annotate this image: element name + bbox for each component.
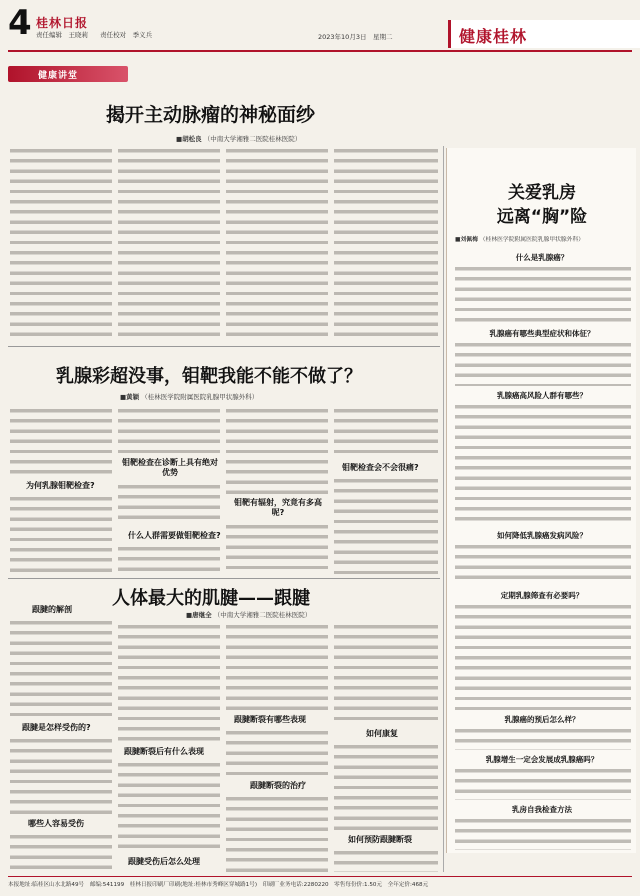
sidebar-question-3: 乳腺癌高风险人群有哪些？ (497, 391, 587, 400)
article2-column-4a (334, 406, 438, 458)
article1-title: 揭开主动脉瘤的神秘面纱 (106, 104, 316, 126)
article3-subhead-4: 跟腱断裂有哪些表现 (234, 715, 306, 724)
sidebar-article (446, 148, 636, 853)
sidebar-question-7: 乳腺增生一定会发展成乳腺癌吗？ (485, 755, 599, 764)
sidebar-org: （桂林医学院附属医院乳腺甲状腺外科） (479, 237, 585, 243)
sidebar-author: ■刘佩梅 (455, 237, 478, 243)
article3-subhead-3: 哪些人容易受伤 (28, 819, 84, 828)
column-banner (8, 66, 128, 82)
article3-column-2b (118, 760, 220, 852)
sidebar-title-line2: 远离“胸”险 (496, 207, 588, 227)
article1-column-4 (334, 146, 438, 341)
article2-subhead-2: 什么人群需要做钼靶检查? (128, 531, 221, 540)
article3-column-4b (334, 742, 438, 830)
article3-title: 人体最大的肌腱——跟腱 (112, 588, 310, 609)
article1-column-3 (226, 146, 328, 341)
article3-column-1a (10, 618, 112, 718)
column-divider (443, 146, 444, 872)
article2-org: （桂林医学院附属医院乳腺甲状腺外科） (141, 393, 259, 401)
article3-column-2a (118, 622, 220, 742)
article3-column-1b (10, 736, 112, 814)
masthead (0, 0, 640, 58)
article3-subhead-9: 如何预防跟腱断裂 (348, 835, 412, 844)
sidebar-text-7 (455, 766, 631, 800)
editor-info (36, 30, 162, 39)
issue-date: 2023年10月3日 星期二 (318, 33, 393, 41)
article3-subhead-5: 跟腱断裂后有什么表现 (124, 747, 204, 756)
divider (8, 578, 440, 579)
proofreader: 责任校对 季义兵 (100, 31, 153, 39)
sidebar-text-2 (455, 340, 631, 386)
article2-column-3a (226, 406, 328, 494)
article3-column-3a (226, 622, 328, 710)
article3-byline (186, 610, 311, 619)
article2-column-1b (10, 494, 112, 574)
article1-author: ■胡松良 (176, 135, 202, 143)
column-banner-label: 健康讲堂 (38, 71, 79, 81)
sidebar-byline (455, 234, 584, 243)
article3-column-3b (226, 728, 328, 776)
article2-subhead-3: 钼靶有辐射，究竟有多高呢? (234, 498, 322, 517)
article2-author: ■黄颖 (120, 393, 140, 401)
article3-column-3c (226, 794, 328, 872)
article3-subhead-7: 跟腱断裂的治疗 (250, 781, 306, 790)
sidebar-question-6: 乳腺癌的预后怎么样？ (504, 715, 580, 724)
article2-column-3b (226, 522, 328, 574)
sidebar-question-2: 乳腺癌有哪些典型症状和体征？ (489, 329, 595, 338)
article2-subhead-1: 钼靶检查在诊断上具有绝对优势 (122, 458, 218, 477)
sidebar-question-8: 乳房自我检查方法 (512, 805, 572, 814)
article1-byline (176, 134, 301, 143)
sidebar-text-8 (455, 816, 631, 850)
section-tab (448, 20, 640, 48)
article2-subhead-4: 钼靶检查会不会很痛? (342, 463, 419, 472)
article2-byline (120, 392, 258, 401)
article2-column-1a (10, 406, 112, 476)
paper-name: 桂林日报 (36, 16, 89, 30)
article1-column-1 (10, 146, 112, 341)
article3-subhead-1: 跟腱的解剖 (32, 605, 72, 614)
article3-column-4a (334, 622, 438, 722)
article2-column-4b (334, 476, 438, 574)
sidebar-title-line1: 关爱乳房 (508, 183, 576, 203)
sidebar-text-5 (455, 602, 631, 710)
article1-org: （中南大学湘雅二医院桂林医院） (203, 135, 302, 143)
article3-author: ■唐继全 (186, 611, 212, 619)
footer: 本报地址:临桂区山水北路49号 邮编:541199 桂林日报印刷厂印刷(地址:桂林市秀峰区穿城路1号) 印刷厂业务电话:2280220 零售每份价:1.50元 全年定价:468元 (8, 876, 632, 890)
article3-column-1c (10, 832, 112, 872)
divider (8, 346, 440, 347)
article3-subhead-6: 跟腱受伤后怎么处理 (128, 857, 200, 866)
article2-title: 乳腺彩超没事，钼靶我能不能不做了？ (56, 366, 362, 387)
sidebar-text-6 (455, 726, 631, 750)
article3-subhead-8: 如何康复 (366, 729, 398, 738)
editor: 责任编辑 王晓莉 (36, 31, 88, 39)
sidebar-question-5: 定期乳腺筛查有必要吗？ (500, 591, 584, 600)
sidebar-text-4 (455, 542, 631, 586)
header-rule (8, 50, 632, 52)
sidebar-text-3 (455, 402, 631, 526)
article3-org: （中南大学湘雅二医院桂林医院） (213, 611, 312, 619)
article2-column-2a (118, 406, 220, 454)
article2-subhead-5: 为何乳腺钼靶检查? (26, 481, 95, 490)
page-number: 4 (8, 3, 32, 43)
sidebar-question-4: 如何降低乳腺癌发病风险？ (497, 531, 587, 540)
article1-column-2 (118, 146, 220, 341)
article3-column-4c (334, 848, 438, 872)
article3-subhead-2: 跟腱是怎样受伤的? (22, 723, 91, 732)
section-name: 健康桂林 (459, 27, 528, 46)
sidebar-question-1: 什么是乳腺癌？ (515, 253, 569, 262)
article2-column-2b (118, 482, 220, 526)
sidebar-text-1 (455, 264, 631, 324)
article2-column-2c (118, 544, 220, 574)
